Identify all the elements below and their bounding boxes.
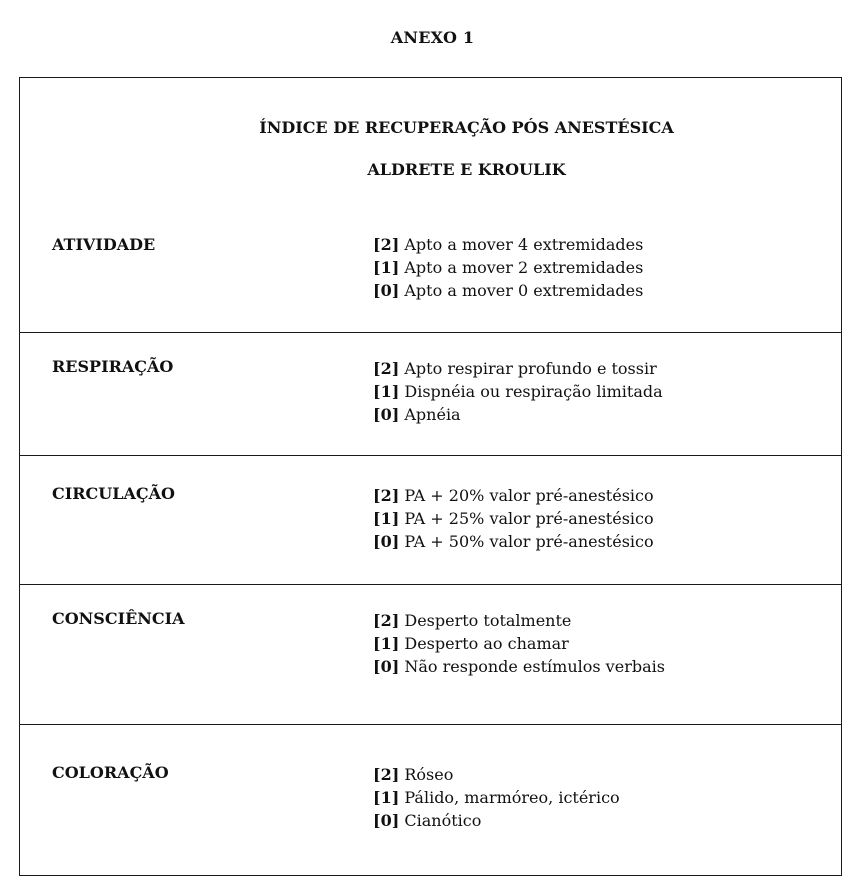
score-value: [1]	[373, 509, 400, 528]
score-option	[373, 484, 654, 507]
score-option	[373, 357, 663, 380]
score-option	[373, 507, 654, 530]
score-value: [2]	[373, 359, 400, 378]
score-description: Apto a mover 0 extremidades	[399, 281, 644, 300]
score-option	[373, 233, 643, 256]
score-value: [0]	[373, 657, 400, 676]
annex-title: ANEXO 1	[390, 28, 475, 47]
score-value: [2]	[373, 235, 400, 254]
score-description: Apto respirar profundo e tossir	[399, 359, 657, 378]
score-description: PA + 20% valor pré-anestésico	[399, 486, 654, 505]
score-value: [2]	[373, 765, 400, 784]
score-description: PA + 50% valor pré-anestésico	[399, 532, 654, 551]
table-row-circulacao	[20, 455, 841, 584]
row-label: CONSCIÊNCIA	[52, 609, 185, 628]
score-option	[373, 655, 665, 678]
score-options-list	[373, 763, 620, 832]
score-description: Apnéia	[399, 405, 461, 424]
table-row-coloracao	[20, 724, 841, 874]
table-row-atividade	[20, 78, 841, 332]
score-description: Róseo	[399, 765, 454, 784]
row-label: ATIVIDADE	[52, 235, 156, 254]
row-label: RESPIRAÇÃO	[52, 357, 174, 376]
score-option	[373, 256, 643, 279]
score-option	[373, 530, 654, 553]
row-label: CIRCULAÇÃO	[52, 484, 175, 503]
score-description: Dispnéia ou respiração limitada	[399, 382, 663, 401]
score-option	[373, 786, 620, 809]
score-value: [0]	[373, 532, 400, 551]
score-value: [2]	[373, 486, 400, 505]
score-description: Pálido, marmóreo, ictérico	[399, 788, 620, 807]
score-description: Desperto ao chamar	[399, 634, 569, 653]
index-title: ÍNDICE DE RECUPERAÇÃO PÓS ANESTÉSICA	[259, 118, 674, 137]
score-options-list	[373, 357, 663, 426]
score-options-list	[373, 609, 665, 678]
score-option	[373, 609, 665, 632]
score-value: [0]	[373, 281, 400, 300]
score-option	[373, 632, 665, 655]
table-row-consciencia	[20, 584, 841, 724]
score-value: [0]	[373, 405, 400, 424]
index-subtitle: ALDRETE E KROULIK	[367, 160, 566, 179]
row-label: COLORAÇÃO	[52, 763, 169, 782]
score-value: [1]	[373, 634, 400, 653]
score-options-list	[373, 484, 654, 553]
score-description: PA + 25% valor pré-anestésico	[399, 509, 654, 528]
score-value: [1]	[373, 382, 400, 401]
score-option	[373, 380, 663, 403]
score-value: [1]	[373, 258, 400, 277]
table-row-respiracao	[20, 332, 841, 455]
score-value: [2]	[373, 611, 400, 630]
score-option	[373, 279, 643, 302]
aldrete-score-table	[19, 77, 842, 876]
score-option	[373, 763, 620, 786]
score-value: [1]	[373, 788, 400, 807]
score-description: Apto a mover 4 extremidades	[399, 235, 644, 254]
score-value: [0]	[373, 811, 400, 830]
score-description: Cianótico	[399, 811, 482, 830]
score-description: Desperto totalmente	[399, 611, 572, 630]
score-options-list	[373, 233, 643, 302]
score-description: Não responde estímulos verbais	[399, 657, 665, 676]
score-option	[373, 403, 663, 426]
score-description: Apto a mover 2 extremidades	[399, 258, 644, 277]
score-option	[373, 809, 620, 832]
